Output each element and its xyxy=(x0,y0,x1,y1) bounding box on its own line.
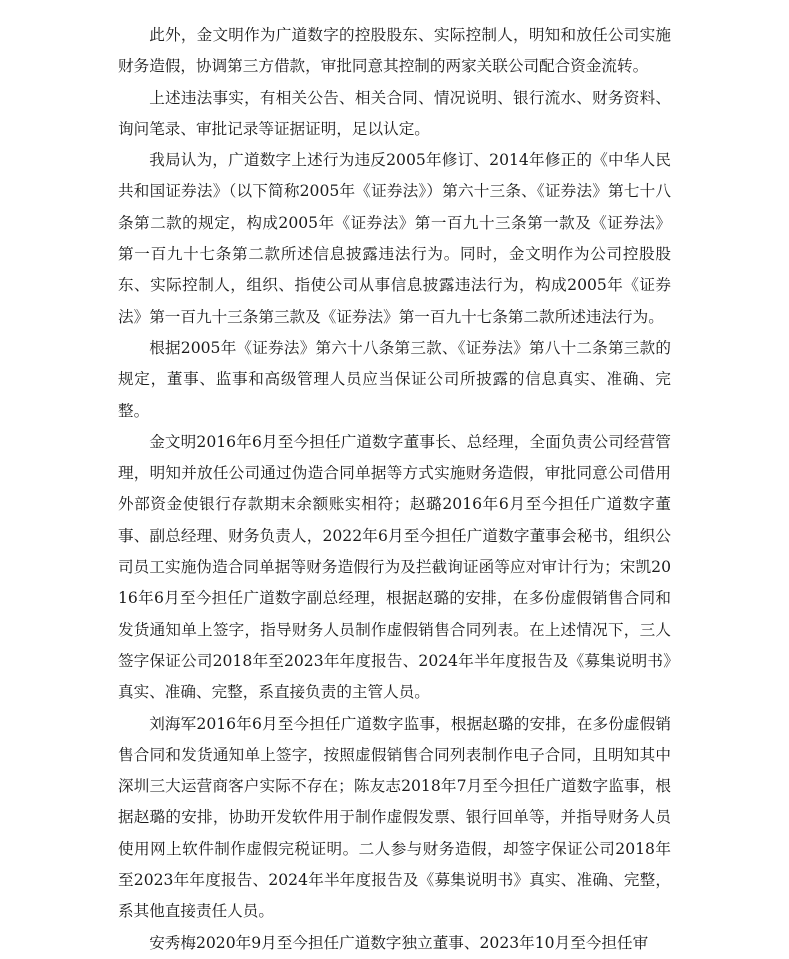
paragraph-other-responsible-persons: 刘海军2016年6月至今担任广道数字监事，根据赵璐的安排，在多份虚假销售合同和发货通知单上签字，按照虚假销售合同列表制作电子合同，且明知其中深圳三大运营商客户实际不存在；陈友志2018年7月至今担任广道数字监事，根据赵璐的安排，协助开发软件用于制作虚假发票、银行回单等，并指导财务人员使用网上软件制作虚假完税证明。二人参与财务造假，却签字保证公司2018年至2023年年度报告、2024年半年度报告及《募集说明书》真实、准确、完整，系其他直接责任人员。 xyxy=(118,714,671,921)
paragraph-legal-finding: 我局认为，广道数字上述行为违反2005年修订、2014年修正的《中华人民共和国证券法》（以下简称2005年《证券法》）第六十三条、《证券法》第七十八条第二款的规定，构成2005年《证券法》第一百九十三条第一款及《证券法》第一百九十七条第二款所述信息披露违法行为。同时，金文明作为公司控股股东、实际控制人，组织、指使公司从事信息披露违法行为，构成2005年《证券法》第一百九十三条第三款及《证券法》第一百九十七条第二款所述违法行为。 xyxy=(118,151,671,326)
document-page xyxy=(118,20,671,959)
paragraph-evidence: 上述违法事实，有相关公告、相关合同、情况说明、银行流水、财务资料、询问笔录、审批记录等证据证明，足以认定。 xyxy=(118,88,671,138)
paragraph-director-obligations: 根据2005年《证券法》第六十八条第三款、《证券法》第八十二条第三款的规定，董事、监事和高级管理人员应当保证公司所披露的信息真实、准确、完整。 xyxy=(118,338,671,420)
paragraph-independent-director: 安秀梅2020年9月至今担任广道数字独立董事、2023年10月至今担任审 xyxy=(149,933,649,952)
paragraph-responsible-executives: 金文明2016年6月至今担任广道数字董事长、总经理，全面负责公司经营管理，明知并放任公司通过伪造合同单据等方式实施财务造假，审批同意公司借用外部资金使银行存款期末余额账实相符；赵璐2016年6月至今担任广道数字董事、副总经理、财务负责人，2022年6月至今担任广道数字董事会秘书，组织公司员工实施伪造合同单据等财务造假行为及拦截询证函等应对审计行为；宋凯2016年6月至今担任广道数字副总经理，根据赵璐的安排，在多份虚假销售合同和发货通知单上签字，指导财务人员制作虚假销售合同列表。在上述情况下，三人签字保证公司2018年至2023年年度报告、2024年半年度报告及《募集说明书》真实、准确、完整，系直接负责的主管人员。 xyxy=(118,432,671,702)
paragraph-controlling-shareholder: 此外，金文明作为广道数字的控股股东、实际控制人，明知和放任公司实施财务造假，协调第三方借款，审批同意其控制的两家关联公司配合资金流转。 xyxy=(118,26,671,76)
